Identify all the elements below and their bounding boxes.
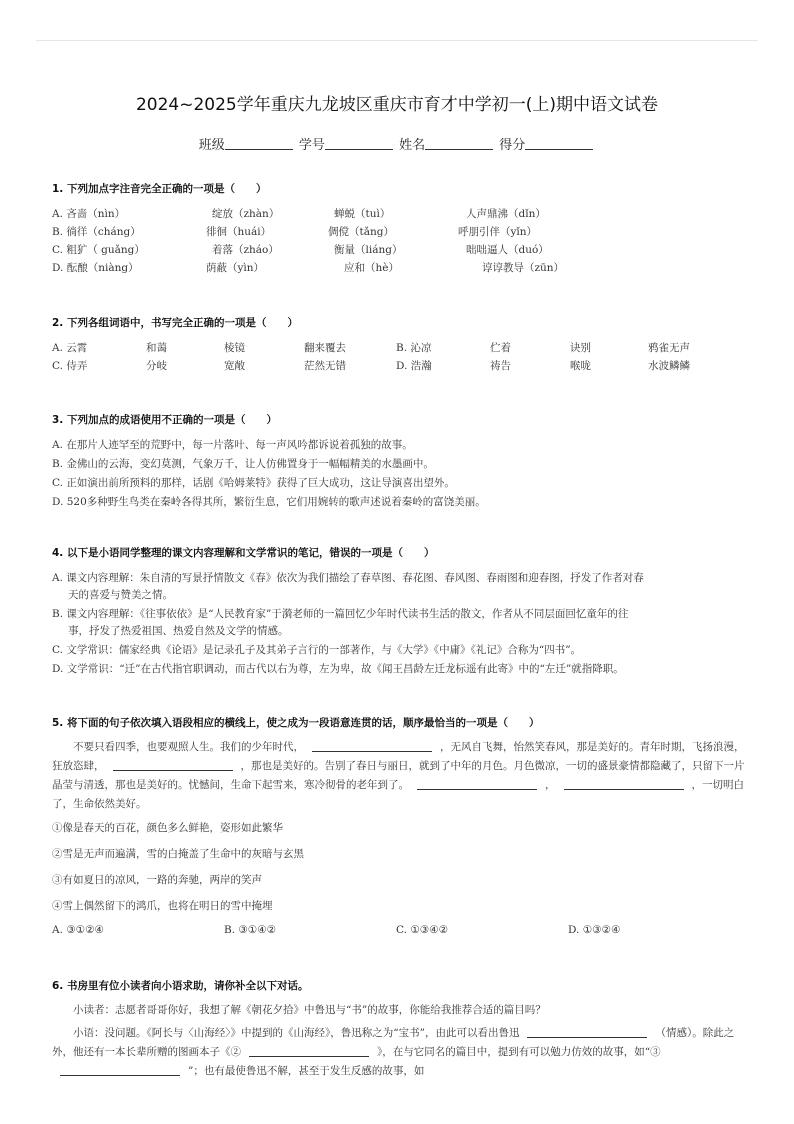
q2-option-d-word4: 水波鳞鳞 bbox=[648, 360, 690, 372]
question-3 bbox=[52, 412, 746, 427]
question-4 bbox=[52, 545, 746, 560]
q4-option-b-line1: B. 课文内容理解：《往事依依》是“人民教育家”于漪老师的一篇回忆少年时代读书生活的散文，作者从不同层面回忆童年的往 bbox=[52, 608, 629, 620]
question-2 bbox=[52, 315, 746, 330]
q1-option-c-word3: 衡量（liáng） bbox=[334, 244, 403, 256]
question-6 bbox=[52, 978, 746, 993]
q5-passage-part5: ，一切明白了，生命依然美好。 bbox=[52, 779, 744, 810]
q2-option-d-word3: 喉咙 bbox=[570, 360, 591, 372]
q1-option-b-word3: 倜傥（tǎng） bbox=[328, 226, 394, 238]
q2-option-c-word3: 宽敞 bbox=[224, 360, 245, 372]
field-class-blank[interactable] bbox=[225, 137, 293, 150]
q1-option-a-word4: 人声鼎沸（dǐn） bbox=[466, 208, 546, 220]
q1-option-a: A. 吝啬（nìn） bbox=[52, 208, 126, 220]
q5-passage-part3: ，那也是美好的。告别了春日与丽日，就到了中年的月色。月色微凉，一切的盛景豪情都隐藏了，只留下一片晶莹与清透，那也是美好的。忧憾间，生命下起雪来，寒冷彻骨的老年到了。 bbox=[52, 760, 745, 791]
question-5-stem: 5. 将下面的句子依次填入语段相应的横线上，使之成为一段语意连贯的话，顺序最恰当的一项是（ ） bbox=[52, 717, 540, 729]
q5-choice-b: B. ③①④② bbox=[224, 924, 277, 936]
q5-passage-part4: ， bbox=[545, 779, 556, 791]
q6-blank-3[interactable] bbox=[60, 1063, 180, 1076]
q2-option-c: C. 侍弄 bbox=[52, 360, 88, 372]
question-5-passage bbox=[52, 738, 746, 814]
q5-choice-d: D. ①③②④ bbox=[568, 924, 621, 936]
q5-blank-2[interactable] bbox=[113, 758, 233, 771]
question-6-dialogue bbox=[52, 1001, 746, 1081]
q6-xiaoyu-part1: 小语：没问题。《阿长与〈山海经〉》中提到的《山海经》，鲁迅称之为“宝书”，由此可以看出鲁迅 bbox=[52, 1027, 520, 1039]
question-4-stem: 4. 以下是小语同学整理的课文内容理解和文学常识的笔记，错误的一项是（ ） bbox=[52, 547, 435, 559]
q1-option-b-word2: 徘徊（huái） bbox=[206, 226, 272, 238]
field-name-blank[interactable] bbox=[425, 137, 493, 150]
q6-xiaoyu-part2: （情感）。除此之外，他还有一本长辈所赠的图画本子《② bbox=[52, 1027, 735, 1058]
question-5 bbox=[52, 715, 746, 730]
q1-option-d-word3: 应和（hè） bbox=[344, 262, 399, 274]
q2-option-d: D. 浩瀚 bbox=[396, 360, 432, 372]
field-number-label: 学号 bbox=[298, 138, 325, 153]
q5-choice-c: C. ①③④② bbox=[396, 924, 448, 936]
q5-blank-3[interactable] bbox=[417, 777, 537, 790]
q3-option-c: C. 正如演出前所预料的那样，话剧《哈姆莱特》获得了巨大成功，这让导演喜出望外。 bbox=[52, 477, 455, 489]
q1-option-c-word2: 着落（zháo） bbox=[212, 244, 279, 256]
q4-option-b-line2: 事，抒发了热爱祖国、热爱自然及文学的情感。 bbox=[68, 625, 289, 637]
field-score-label: 得分 bbox=[499, 138, 526, 153]
q1-option-b: B. 徜徉（cháng） bbox=[52, 226, 141, 238]
q5-sentence-1: ①像是春天的百花，颜色多么鲜艳，姿形如此繁华 bbox=[52, 822, 283, 834]
q2-option-c-word4: 茫然无错 bbox=[304, 360, 346, 372]
q3-option-a: A. 在那片人迹罕至的荒野中，每一片落叶、每一声风吟都诉说着孤独的故事。 bbox=[52, 439, 413, 451]
q1-option-c-word4: 咄咄逼人（duó） bbox=[466, 244, 549, 256]
field-name-label: 姓名 bbox=[399, 138, 426, 153]
q2-option-b-word2: 伫着 bbox=[490, 342, 511, 354]
q1-option-d: D. 酝酿（niàng） bbox=[52, 262, 139, 274]
q2-option-d-word2: 祷告 bbox=[490, 360, 511, 372]
q1-option-d-word2: 荫蔽（yìn） bbox=[206, 262, 265, 274]
q3-option-b: B. 金佛山的云海，变幻莫测，气象万千，让人仿佛置身于一幅幅精美的水墨画中。 bbox=[52, 458, 434, 470]
q2-option-a: A. 云霄 bbox=[52, 342, 88, 354]
q1-option-b-word4: 呼朋引伴（yǐn） bbox=[458, 226, 538, 238]
q1-option-d-word4: 谆谆教导（zūn） bbox=[482, 262, 565, 274]
q6-blank-2[interactable] bbox=[249, 1044, 369, 1057]
q4-option-d: D. 文学常识：“迁”在古代指官职调动，而古代以右为尊，左为卑，故《闻王昌龄左迁龙标遥有此寄》中的“左迁”就指降职。 bbox=[52, 663, 624, 675]
page-title: 2024~2025学年重庆九龙坡区重庆市育才中学初一(上)期中语文试卷 bbox=[135, 95, 659, 115]
student-info-bar bbox=[0, 134, 794, 153]
q5-sentence-3: ③有如夏日的凉风，一路的奔驰，两岸的笑声 bbox=[52, 874, 262, 886]
q6-blank-1[interactable] bbox=[527, 1025, 647, 1038]
q6-xiaoyu-part3: 》，在与它同名的篇目中，提到有可以勉力仿效的故事，如“③ bbox=[377, 1046, 661, 1058]
q6-reader-line: 小读者：志愿者哥哥你好，我想了解《朝花夕拾》中鲁迅与“书”的故事，你能给我推荐合适的篇目吗？ bbox=[52, 1004, 546, 1016]
q6-xiaoyu-part4: ”；也有最使鲁迅不解，甚至于发生反感的故事，如 bbox=[188, 1065, 425, 1077]
q5-choice-a: A. ③①②④ bbox=[52, 924, 104, 936]
field-class-label: 班级 bbox=[198, 138, 225, 153]
q5-passage-part2: ，无风自飞舞，怡然笑春风，那是美好的。青年时期，飞扬浪漫，狂放恣肆， bbox=[52, 741, 745, 772]
q5-blank-1[interactable] bbox=[312, 739, 432, 752]
q2-option-a-word4: 翻来覆去 bbox=[304, 342, 346, 354]
question-1-stem: 1. 下列加点字注音完全正确的一项是（ ） bbox=[52, 183, 267, 195]
q2-option-b-word3: 诀别 bbox=[570, 342, 591, 354]
q4-option-c: C. 文学常识：儒家经典《论语》是记录孔子及其弟子言行的一部著作，与《大学》《中庸》《礼记》合称为“四书”。 bbox=[52, 644, 582, 656]
q5-passage-part1: 不要只看四季，也要观照人生。我们的少年时代， bbox=[52, 741, 304, 753]
q5-sentence-4: ④雪上偶然留下的鸿爪，也将在明日的雪中掩埋 bbox=[52, 900, 273, 912]
field-number-blank[interactable] bbox=[325, 137, 393, 150]
header-rule bbox=[36, 40, 758, 41]
q2-option-c-word2: 分岐 bbox=[146, 360, 167, 372]
question-6-stem: 6. 书房里有位小读者向小语求助，请你补全以下对话。 bbox=[52, 980, 309, 992]
q5-blank-4[interactable] bbox=[564, 777, 684, 790]
q1-option-c: C. 粗犷（ guǎng） bbox=[52, 244, 145, 256]
q5-sentence-2: ②雪是无声而遍满，雪的白掩盖了生命中的灰暗与玄黑 bbox=[52, 848, 304, 860]
q2-option-b-word4: 鸦雀无声 bbox=[648, 342, 690, 354]
q2-option-b: B. 沁凉 bbox=[396, 342, 432, 354]
question-3-stem: 3. 下列加点的成语使用不正确的一项是（ ） bbox=[52, 414, 277, 426]
q4-option-a-line2: 天的喜爱与赞美之情。 bbox=[68, 589, 173, 601]
question-1 bbox=[52, 181, 746, 196]
field-score-blank[interactable] bbox=[525, 137, 593, 150]
q1-option-a-word3: 蝉蜕（tuì） bbox=[334, 208, 391, 220]
q1-option-a-word2: 绽放（zhàn） bbox=[212, 208, 280, 220]
q2-option-a-word3: 棱镜 bbox=[224, 342, 245, 354]
q4-option-a-line1: A. 课文内容理解：朱自清的写景抒情散文《春》依次为我们描绘了春草图、春花图、春风图、春雨图和迎春图，抒发了作者对春 bbox=[52, 572, 644, 584]
q2-option-a-word2: 和蔼 bbox=[146, 342, 167, 354]
question-2-stem: 2. 下列各组词语中，书写完全正确的一项是（ ） bbox=[52, 317, 298, 329]
q3-option-d: D. 520多种野生鸟类在秦岭各得其所，繁衍生息，它们用婉转的歌声述说着秦岭的富饶美丽。 bbox=[52, 496, 486, 508]
